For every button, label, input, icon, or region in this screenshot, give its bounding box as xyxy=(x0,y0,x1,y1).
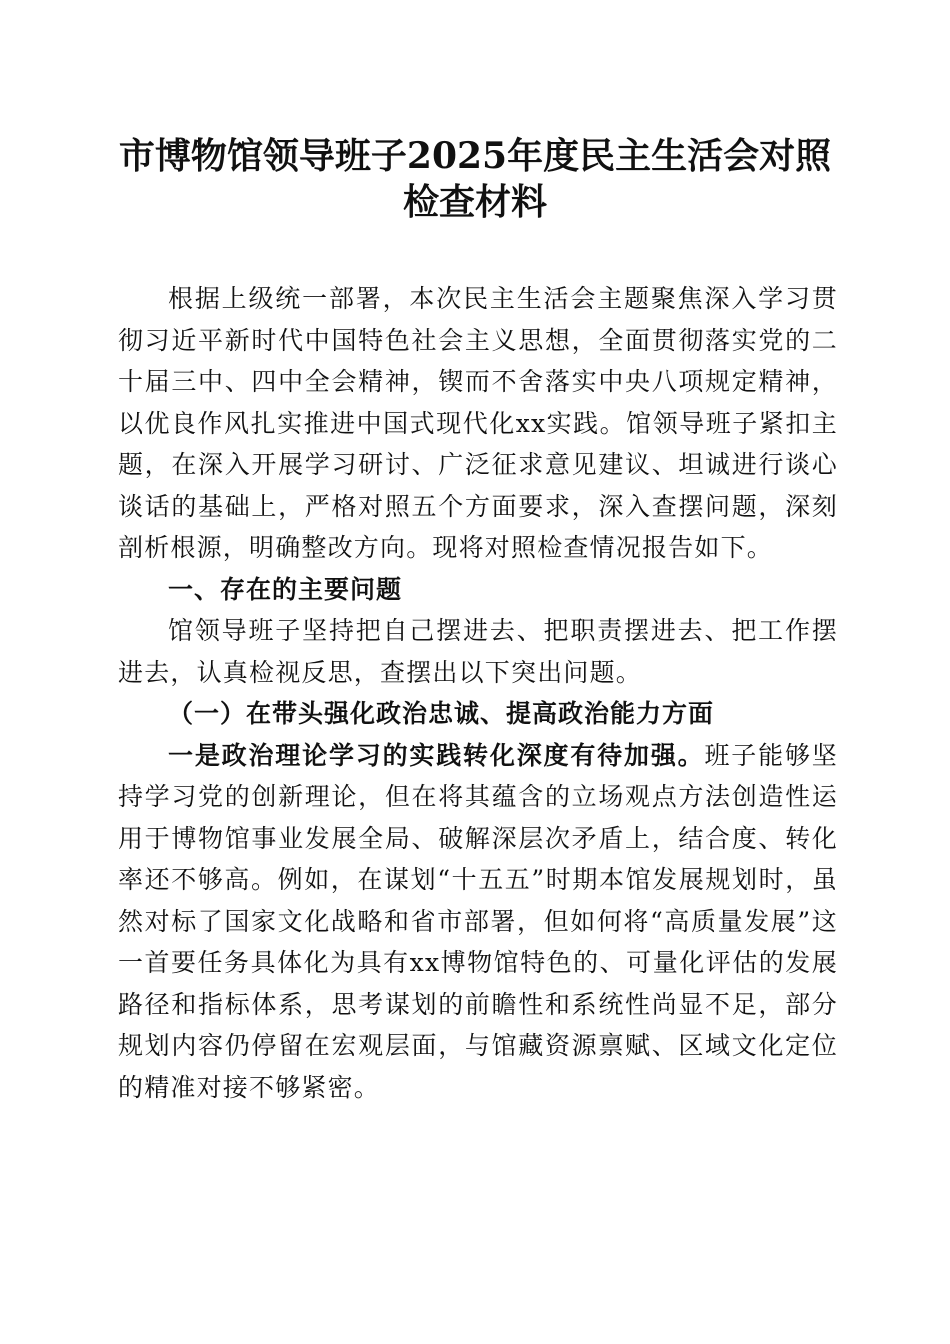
subsection-heading-political: （一）在带头强化政治忠诚、提高政治能力方面 xyxy=(168,699,715,728)
section-intro-paragraph: 馆领导班子坚持把自己摆进去、把职责摆进去、把工作摆进去，认真检视反思，查摆出以下突出问题。 xyxy=(118,616,838,687)
title-line-2: 检查材料 xyxy=(402,181,547,223)
title-line-1: 市博物馆领导班子2025年度民主生活会对照 xyxy=(118,135,832,177)
document-title xyxy=(100,133,850,225)
document-body xyxy=(118,278,838,1108)
point-one-lead: 一是政治理论学习的实践转化深度有待加强。 xyxy=(168,740,705,770)
section-heading-problems: 一、存在的主要问题 xyxy=(168,574,403,604)
point-one-body: 班子能够坚持学习党的创新理论，但在将其蕴含的立场观点方法创造性运用于博物馆事业发展全局、破解深层次矛盾上，结合度、转化率还不够高。例如，在谋划“十五五”时期本馆发展规划时，虽然对标了国家文化战略和省市部署，但如何将“高质量发展”这一首要任务具体化为具有xx博物馆特色的、可量化评估的发展路径和指标体系，思考谋划的前瞻性和系统性尚显不足，部分规划内容仍停留在宏观层面，与馆藏资源禀赋、区域文化定位的精准对接不够紧密。 xyxy=(118,740,838,1102)
intro-paragraph: 根据上级统一部署，本次民主生活会主题聚焦深入学习贯彻习近平新时代中国特色社会主义思想，全面贯彻落实党的二十届三中、四中全会精神，锲而不舍落实中央八项规定精神，以优良作风扎实推进中国式现代化xx实践。馆领导班子紧扣主题，在深入开展学习研讨、广泛征求意见建议、坦诚进行谈心谈话的基础上，严格对照五个方面要求，深入查摆问题，深刻剖析根源，明确整改方向。现将对照检查情况报告如下。 xyxy=(118,284,838,562)
point-one-paragraph xyxy=(118,735,838,1109)
